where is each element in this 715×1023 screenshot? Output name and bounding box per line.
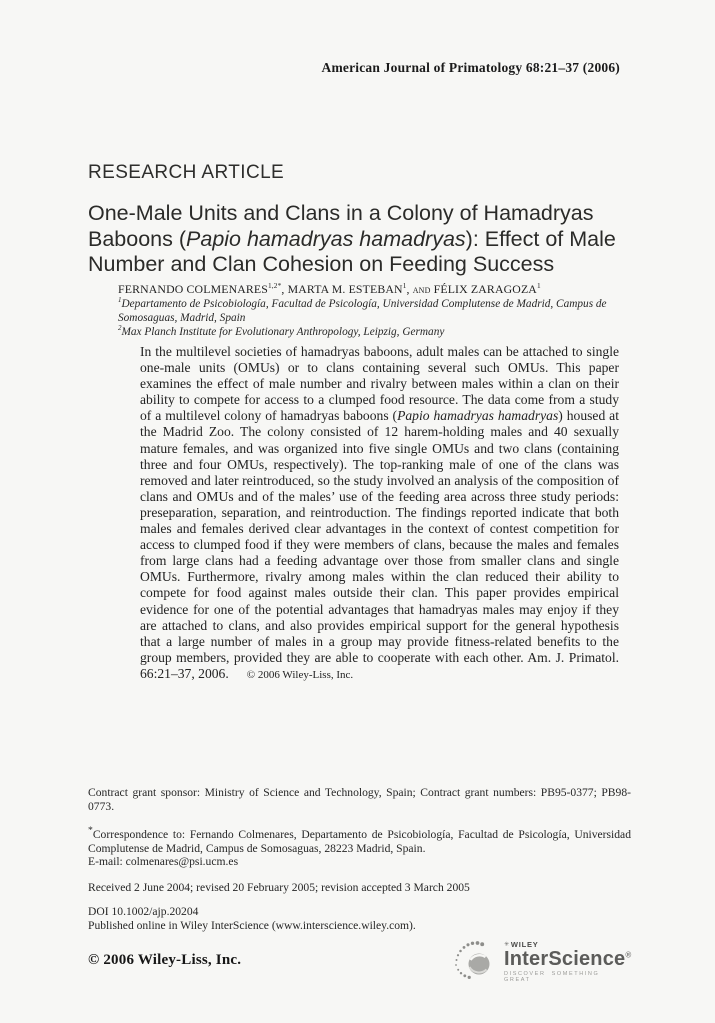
- abstract-species-italic: Papio hamadryas hamadryas: [397, 408, 559, 424]
- article-title: [88, 201, 636, 278]
- author-3-superscript: 1: [536, 281, 541, 291]
- wiley-text: WILEY: [510, 939, 539, 949]
- journal-header: American Journal of Primatology 68:21–37 (2006): [321, 60, 620, 75]
- abstract-text-1: In the multilevel societies of hamadryas baboons, adult males can be attached to single one-male units (OMUs) or to clans containing several such OMUs. This paper examines the effect of male number and rivalry between males within a clan on their ability to compete for access to a clumped food resource. The data come from a study of a multilevel colony of hamadryas baboons (: [140, 344, 619, 424]
- correspondence-email: E-mail: colmenares@psi.ucm.es: [88, 855, 239, 869]
- interscience-wordmark: [504, 941, 632, 984]
- abstract-text-2: ) housed at the Madrid Zoo. The colony consisted of 12 harem-holding males and 40 sexually mature females, and was organized into five single OMUs and two clans (containing three and four OMUs, respectively). The top-ranking male of one of the clans was removed and later reintroduced, so the study involved an analysis of the composition of clans and OMUs and of the males’ use of the feeding area across three study periods: preseparation, separation, and reintroduction. The findings reported indicate that both males and females derived clear advantages in the context of contest competition for access to clumped food if they were members of clans, because the males and females from large clans had a feeding advantage over those from smaller clans and single OMUs. Furthermore, rivalry among males within the clan reduced their ability to compete for food against males outside their clan. This paper provides empirical evidence for one of the potential advantages that hamadryas males may enjoy if they are attached to clans, and also provides empirical support for the general hypothesis that a large number of males in a group may provide fitness-related benefits to the group members, provided they are able to cooperate with each other.: [140, 408, 619, 665]
- correspondence-footnote: [88, 824, 631, 869]
- author-2: MARTA M. ESTEBAN: [287, 282, 403, 296]
- title-species-italic: Papio hamadryas hamadryas: [186, 226, 466, 251]
- affiliation-2-text: Max Planch Institute for Evolutionary Anthropology, Leipzig, Germany: [121, 326, 445, 339]
- grant-footnote: Contract grant sponsor: Ministry of Science and Technology, Spain; Contract grant numbers: PB95-0377; PB98-0773.: [88, 786, 631, 813]
- wiley-interscience-logo: [452, 933, 632, 991]
- interscience-tagline: DISCOVER SOMETHING GREAT: [504, 971, 600, 983]
- interscience-name: [504, 949, 632, 969]
- title-part1: One-Male Units and Clans in a Colony of Hamadryas Baboons (: [88, 201, 594, 251]
- footer-copyright: © 2006 Wiley-Liss, Inc.: [88, 952, 242, 968]
- authors-line: [118, 282, 630, 297]
- published-online-line: Published online in Wiley InterScience (www.interscience.wiley.com).: [88, 919, 416, 933]
- wiley-colophon-icon: ✳: [504, 941, 510, 948]
- affiliation-1-superscript: 1: [118, 296, 122, 305]
- author-2-superscript: 1: [402, 281, 407, 291]
- interscience-swirl-icon: [452, 939, 498, 985]
- author-1: FERNANDO COLMENARES: [118, 282, 268, 296]
- affiliation-2: [118, 326, 630, 340]
- received-dates: Received 2 June 2004; revised 20 February 2005; revision accepted 3 March 2005: [88, 880, 470, 894]
- correspondence-text: Correspondence to: Fernando Colmenares, Departamento de Psicobiología, Facultad de Psicología, Universidad Complutense de Madrid, Campus de Somosaguas, 28223 Madrid, Spain.: [88, 828, 631, 855]
- title-part2: ): Effect of Male Number and Clan Cohesion on Feeding Success: [88, 226, 616, 276]
- and-separator: and: [412, 282, 431, 296]
- affiliation-2-superscript: 2: [118, 324, 122, 333]
- abstract: [140, 344, 619, 683]
- affiliation-1: [118, 298, 630, 325]
- author-3: FÉLIX ZARAGOZA: [433, 282, 537, 296]
- interscience-text: InterScience: [504, 948, 626, 971]
- affiliation-1-text: Departamento de Psicobiología, Facultad de Psicología, Universidad Complutense de Madrid, Campus de Somosaguas, Madrid, Spain: [118, 298, 607, 324]
- registered-mark: ®: [625, 950, 632, 960]
- doi-line: DOI 10.1002/ajp.20204: [88, 905, 199, 919]
- abstract-citation: Am. J. Primatol. 66:21–37, 2006.: [140, 649, 619, 681]
- abstract-copyright-note: © 2006 Wiley-Liss, Inc.: [246, 668, 354, 681]
- correspondence-marker: *: [88, 825, 93, 837]
- author-separator: ,: [281, 282, 288, 296]
- wiley-label: [504, 941, 632, 949]
- author-separator: ,: [406, 282, 413, 296]
- author-1-superscript: 1,2*: [268, 281, 282, 291]
- section-label: RESEARCH ARTICLE: [88, 162, 285, 183]
- footnotes: [88, 786, 631, 933]
- byline: [118, 282, 630, 340]
